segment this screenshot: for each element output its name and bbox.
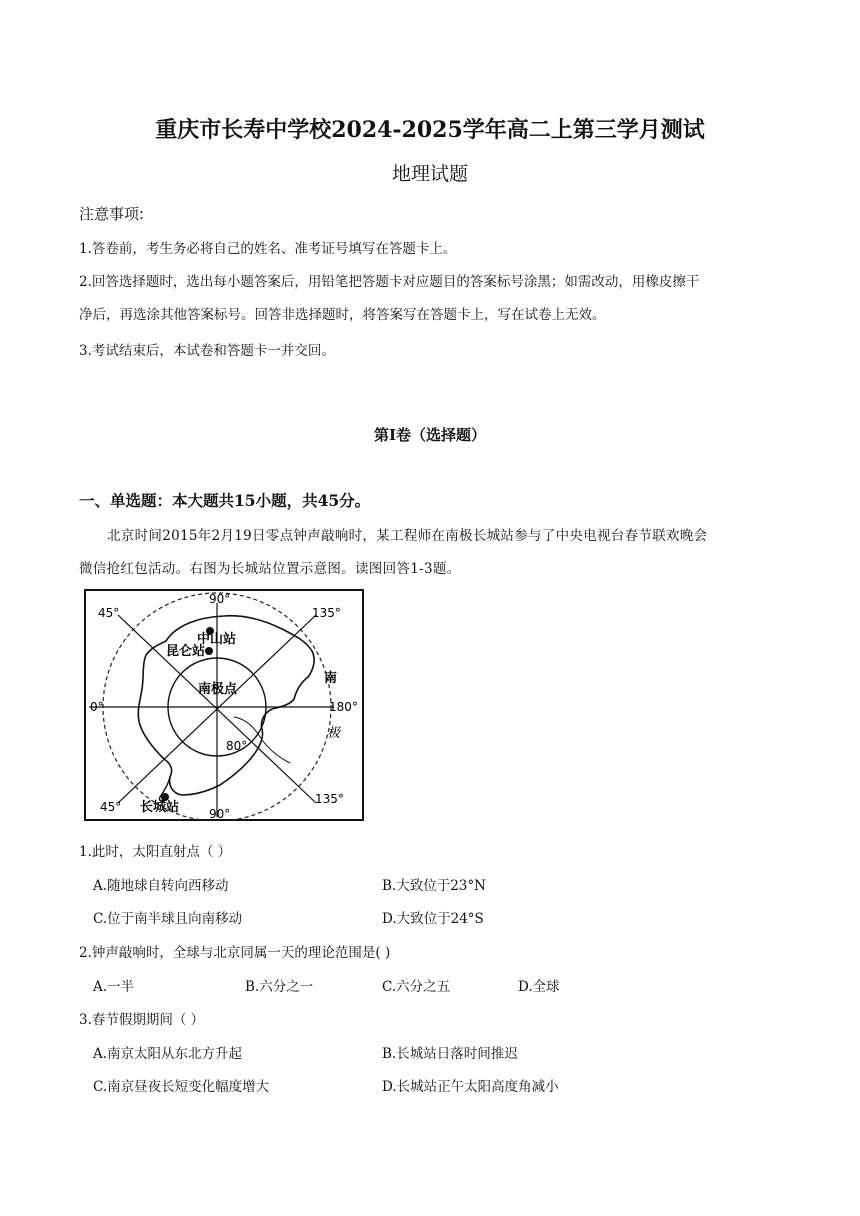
note-item: 1.答卷前，考生务必将自己的姓名、准考证号填写在答题卡上。 xyxy=(79,241,457,257)
question-2-option-c: C.六分之五 xyxy=(382,979,451,995)
label-0: 0° xyxy=(90,700,104,714)
label-45-top: 45° xyxy=(98,606,120,620)
label-135-bottom: 135° xyxy=(315,792,344,806)
note-item: 净后，再选涂其他答案标号。回答非选择题时，将答案写在答题卡上，写在试卷上无效。 xyxy=(79,307,606,323)
note-item: 3.考试结束后，本试卷和答题卡一并交回。 xyxy=(79,343,335,359)
note-item: 2.回答选择题时，选出每小题答案后，用铅笔把答题卡对应题目的答案标号涂黑；如需改动，用橡皮擦干 xyxy=(79,274,700,290)
intro-line: 北京时间2015年2月19日零点钟声敲响时，某工程师在南极长城站参与了中央电视台春节联欢晚会 xyxy=(107,528,708,544)
question-2-option-b: B.六分之一 xyxy=(245,979,314,995)
map-frame xyxy=(85,590,363,820)
section-title: 第I卷（选择题） xyxy=(373,426,487,444)
question-2-stem: 2.钟声敲响时，全球与北京同属一天的理论范围是( ) xyxy=(79,945,391,961)
question-3-option-d: D.长城站正午太阳高度角减小 xyxy=(382,1079,559,1095)
label-ji: 极 xyxy=(327,726,341,741)
question-2-option-d: D.全球 xyxy=(518,979,560,995)
label-45-bottom: 45° xyxy=(100,800,122,814)
label-135-top: 135° xyxy=(312,606,341,620)
part-title: 一、单选题：本大题共15小题，共45分。 xyxy=(79,491,371,510)
label-kunlun: 昆仑站 xyxy=(166,644,206,659)
label-nan: 南 xyxy=(324,671,338,686)
question-1-option-d: D.大致位于24°S xyxy=(382,911,484,927)
label-90-bottom: 90° xyxy=(209,807,231,821)
label-80: 80° xyxy=(226,739,248,753)
page-title: 重庆市长寿中学校2024-2025学年高二上第三学月测试 xyxy=(155,117,705,143)
question-1-option-c: C.位于南半球且向南移动 xyxy=(93,911,243,927)
question-1-option-b: B.大致位于23°N xyxy=(382,878,486,894)
label-zhongshan: 中山站 xyxy=(197,632,237,647)
intro-line: 微信抢红包活动。右图为长城站位置示意图。读图回答1-3题。 xyxy=(79,561,461,577)
kunlun-station-dot xyxy=(205,647,213,655)
question-3-option-a: A.南京太阳从东北方升起 xyxy=(93,1046,243,1062)
question-3-stem: 3.春节假期期间（ ） xyxy=(79,1012,205,1028)
notes-heading: 注意事项: xyxy=(79,205,145,223)
label-90-top: 90° xyxy=(209,592,231,606)
antarctica-map xyxy=(84,589,364,821)
question-1-option-a: A.随地球自转向西移动 xyxy=(93,878,229,894)
question-3-option-b: B.长城站日落时间推迟 xyxy=(382,1046,518,1062)
question-1-stem: 1.此时，太阳直射点（ ） xyxy=(79,844,232,860)
page-subtitle: 地理试题 xyxy=(391,163,468,185)
question-2-option-a: A.一半 xyxy=(93,979,135,995)
question-3-option-c: C.南京昼夜长短变化幅度增大 xyxy=(93,1079,270,1095)
label-pole: 南极点 xyxy=(198,682,238,697)
label-180: 180° xyxy=(329,700,358,714)
label-changcheng: 长城站 xyxy=(140,800,180,815)
